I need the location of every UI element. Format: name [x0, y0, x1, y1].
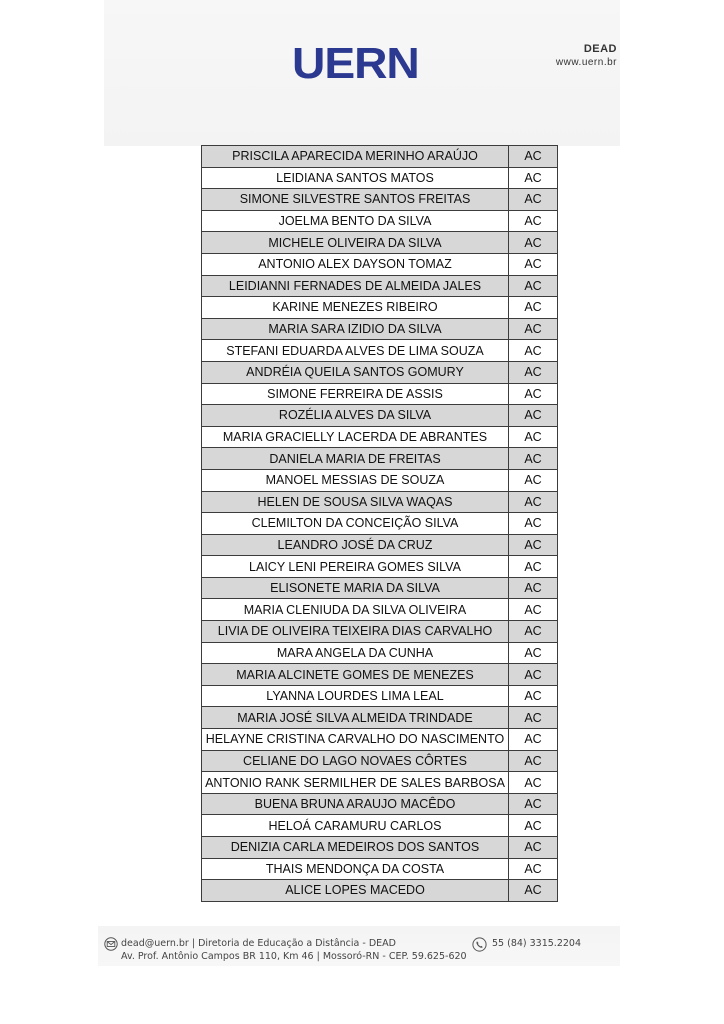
- candidate-code: AC: [509, 361, 558, 383]
- candidate-code: AC: [509, 146, 558, 168]
- candidate-name: CLEMILTON DA CONCEIÇÃO SILVA: [202, 513, 509, 535]
- footer-email[interactable]: dead@uern.br: [121, 938, 189, 949]
- candidate-name: MARIA GRACIELLY LACERDA DE ABRANTES: [202, 426, 509, 448]
- table-row: [202, 793, 558, 815]
- candidate-code: AC: [509, 729, 558, 751]
- candidate-name: MARIA ALCINETE GOMES DE MENEZES: [202, 664, 509, 686]
- candidate-name: DANIELA MARIA DE FREITAS: [202, 448, 509, 470]
- candidate-name: LEIDIANNI FERNADES DE ALMEIDA JALES: [202, 275, 509, 297]
- candidate-name: MARIA JOSÉ SILVA ALMEIDA TRINDADE: [202, 707, 509, 729]
- footer-address: Av. Prof. Antônio Campos BR 110, Km 46 | Mossoró-RN - CEP. 59.625-620: [121, 951, 467, 962]
- candidate-code: AC: [509, 815, 558, 837]
- candidate-name: DENIZIA CARLA MEDEIROS DOS SANTOS: [202, 837, 509, 859]
- table-row: [202, 318, 558, 340]
- table-row: [202, 340, 558, 362]
- candidate-name: ANTONIO ALEX DAYSON TOMAZ: [202, 253, 509, 275]
- table-row: [202, 621, 558, 643]
- candidate-code: AC: [509, 707, 558, 729]
- envelope-icon: [104, 937, 118, 956]
- table-row: [202, 750, 558, 772]
- table-row: [202, 513, 558, 535]
- table-row: [202, 556, 558, 578]
- table-row: [202, 880, 558, 902]
- table-row: [202, 815, 558, 837]
- candidate-code: AC: [509, 772, 558, 794]
- candidate-code: AC: [509, 297, 558, 319]
- table-row: [202, 729, 558, 751]
- candidate-code: AC: [509, 642, 558, 664]
- table-row: [202, 534, 558, 556]
- candidate-code: AC: [509, 383, 558, 405]
- candidate-code: AC: [509, 318, 558, 340]
- table-row: [202, 253, 558, 275]
- candidate-code: AC: [509, 513, 558, 535]
- candidate-name: MANOEL MESSIAS DE SOUZA: [202, 469, 509, 491]
- table-row: [202, 297, 558, 319]
- table-row: [202, 858, 558, 880]
- candidate-name: HELAYNE CRISTINA CARVALHO DO NASCIMENTO: [202, 729, 509, 751]
- candidate-code: AC: [509, 469, 558, 491]
- candidate-table-body: [202, 146, 558, 902]
- table-row: [202, 189, 558, 211]
- phone-icon: [472, 937, 487, 957]
- table-row: [202, 491, 558, 513]
- table-row: [202, 405, 558, 427]
- candidate-name: ELISONETE MARIA DA SILVA: [202, 577, 509, 599]
- candidate-name: LYANNA LOURDES LIMA LEAL: [202, 685, 509, 707]
- candidate-name: MICHELE OLIVEIRA DA SILVA: [202, 232, 509, 254]
- candidate-code: AC: [509, 405, 558, 427]
- table-row: [202, 275, 558, 297]
- candidate-name: CELIANE DO LAGO NOVAES CÔRTES: [202, 750, 509, 772]
- table-row: [202, 707, 558, 729]
- candidate-code: AC: [509, 189, 558, 211]
- candidate-name: MARIA SARA IZIDIO DA SILVA: [202, 318, 509, 340]
- candidate-code: AC: [509, 577, 558, 599]
- candidate-code: AC: [509, 275, 558, 297]
- table-row: [202, 426, 558, 448]
- candidate-name: ALICE LOPES MACEDO: [202, 880, 509, 902]
- table-row: [202, 448, 558, 470]
- uern-logo: UERN: [292, 39, 419, 88]
- candidate-code: AC: [509, 210, 558, 232]
- candidate-code: AC: [509, 534, 558, 556]
- candidate-name: JOELMA BENTO DA SILVA: [202, 210, 509, 232]
- candidate-table: [201, 145, 558, 902]
- candidate-code: AC: [509, 426, 558, 448]
- candidate-name: LIVIA DE OLIVEIRA TEIXEIRA DIAS CARVALHO: [202, 621, 509, 643]
- candidate-code: AC: [509, 448, 558, 470]
- candidate-code: AC: [509, 793, 558, 815]
- candidate-code: AC: [509, 880, 558, 902]
- table-row: [202, 664, 558, 686]
- table-row: [202, 599, 558, 621]
- candidate-code: AC: [509, 599, 558, 621]
- website-text: www.uern.br: [555, 57, 617, 68]
- candidate-name: ANTONIO RANK SERMILHER DE SALES BARBOSA: [202, 772, 509, 794]
- table-row: [202, 837, 558, 859]
- candidate-code: AC: [509, 858, 558, 880]
- candidate-name: SIMONE SILVESTRE SANTOS FREITAS: [202, 189, 509, 211]
- table-row: [202, 469, 558, 491]
- candidate-name: HELOÁ CARAMURU CARLOS: [202, 815, 509, 837]
- candidate-name: BUENA BRUNA ARAUJO MACÊDO: [202, 793, 509, 815]
- candidate-code: AC: [509, 556, 558, 578]
- footer-directorate: | Diretoria de Educação a Distância - DEAD: [191, 938, 396, 949]
- candidate-name: ROZÉLIA ALVES DA SILVA: [202, 405, 509, 427]
- candidate-code: AC: [509, 837, 558, 859]
- candidate-code: AC: [509, 253, 558, 275]
- candidate-code: AC: [509, 232, 558, 254]
- candidate-code: AC: [509, 621, 558, 643]
- candidate-name: MARA ANGELA DA CUNHA: [202, 642, 509, 664]
- table-row: [202, 685, 558, 707]
- footer-phone[interactable]: 55 (84) 3315.2204: [492, 938, 582, 949]
- candidate-name: PRISCILA APARECIDA MERINHO ARAÚJO: [202, 146, 509, 168]
- table-row: [202, 383, 558, 405]
- table-row: [202, 146, 558, 168]
- candidate-code: AC: [509, 685, 558, 707]
- table-row: [202, 361, 558, 383]
- table-row: [202, 772, 558, 794]
- table-row: [202, 577, 558, 599]
- candidate-name: LEANDRO JOSÉ DA CRUZ: [202, 534, 509, 556]
- candidate-name: SIMONE FERREIRA DE ASSIS: [202, 383, 509, 405]
- candidate-name: MARIA CLENIUDA DA SILVA OLIVEIRA: [202, 599, 509, 621]
- candidate-name: LAICY LENI PEREIRA GOMES SILVA: [202, 556, 509, 578]
- candidate-code: AC: [509, 664, 558, 686]
- table-row: [202, 232, 558, 254]
- candidate-name: KARINE MENEZES RIBEIRO: [202, 297, 509, 319]
- candidate-name: ANDRÉIA QUEILA SANTOS GOMURY: [202, 361, 509, 383]
- candidate-name: THAIS MENDONÇA DA COSTA: [202, 858, 509, 880]
- table-row: [202, 210, 558, 232]
- table-row: [202, 642, 558, 664]
- candidate-name: LEIDIANA SANTOS MATOS: [202, 167, 509, 189]
- candidate-name: HELEN DE SOUSA SILVA WAQAS: [202, 491, 509, 513]
- candidate-code: AC: [509, 167, 558, 189]
- candidate-code: AC: [509, 750, 558, 772]
- candidate-code: AC: [509, 491, 558, 513]
- candidate-name: STEFANI EDUARDA ALVES DE LIMA SOUZA: [202, 340, 509, 362]
- candidate-code: AC: [509, 340, 558, 362]
- table-row: [202, 167, 558, 189]
- department-label: DEAD: [583, 43, 617, 55]
